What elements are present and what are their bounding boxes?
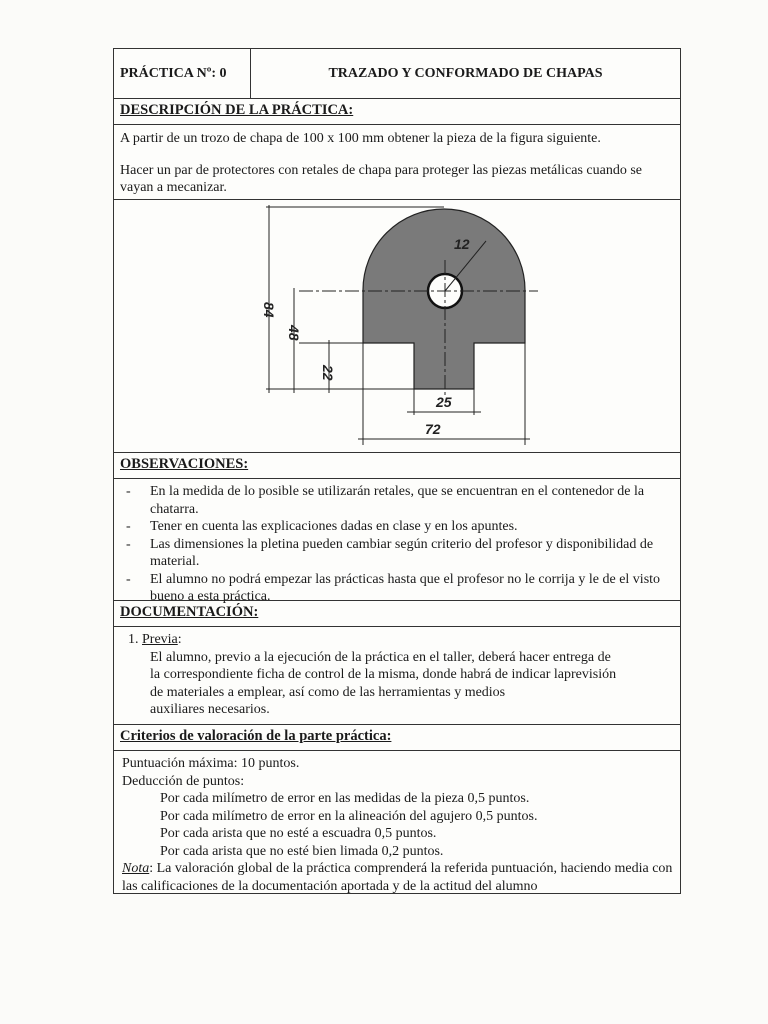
observations-list bbox=[120, 483, 674, 606]
practice-title: TRAZADO Y CONFORMADO DE CHAPAS bbox=[328, 65, 603, 81]
documentation-line-1: El alumno, previo a la ejecución de la práctica en el taller, deberá hacer entrega de bbox=[150, 649, 611, 665]
description-body bbox=[114, 125, 680, 200]
description-paragraph-2: Hacer un par de protectores con retales de chapa para proteger las piezas metálicas cuando se vayan a mecanizar. bbox=[120, 162, 643, 195]
dim-label-25: 25 bbox=[436, 394, 452, 410]
note-label: Nota bbox=[122, 861, 150, 876]
title-row bbox=[114, 49, 680, 99]
list-item: - Tener en cuenta las explicaciones dadas en clase y en los apuntes. bbox=[120, 518, 674, 536]
dim-label-22: 22 bbox=[320, 365, 336, 381]
documentation-line-3: de materiales a emplear, así como de las herramientas y medios bbox=[150, 684, 506, 700]
list-item: - Las dimensiones la pletina pueden cambiar según criterio del profesor y disponibilidad de material. bbox=[120, 536, 674, 571]
documentation-line-4: auxiliares necesarios. bbox=[150, 702, 270, 717]
practice-number: PRÁCTICA Nº: 0 bbox=[114, 49, 251, 98]
list-item: - En la medida de lo posible se utilizarán retales, que se encuentran en el contenedor de la chatarra. bbox=[120, 483, 674, 518]
deduction-item: Por cada arista que no esté bien limada 0,2 puntos. bbox=[160, 843, 444, 859]
documentation-item-colon: : bbox=[177, 632, 182, 647]
technical-drawing bbox=[114, 200, 680, 453]
list-item: - El alumno no podrá empezar las prácticas hasta que el profesor no le corrija y le de el visto bueno a esta práctica. bbox=[120, 571, 674, 606]
practice-sheet bbox=[113, 48, 681, 894]
documentation-item-label: Previa bbox=[142, 632, 178, 647]
deduction-item: Por cada milímetro de error en las medidas de la pieza 0,5 puntos. bbox=[160, 791, 530, 806]
documentation-body bbox=[114, 627, 680, 725]
documentation-heading: DOCUMENTACIÓN: bbox=[114, 601, 680, 627]
deduction-item: Por cada arista que no esté a escuadra 0,5 puntos. bbox=[160, 826, 437, 841]
dim-label-radius: 12 bbox=[454, 236, 470, 252]
observations-heading: OBSERVACIONES: bbox=[114, 453, 680, 479]
dim-label-72: 72 bbox=[425, 421, 441, 437]
description-paragraph-1: A partir de un trozo de chapa de 100 x 100 mm obtener la pieza de la figura siguiente. bbox=[120, 131, 601, 146]
documentation-line-2: la correspondiente ficha de control de la misma, donde habrá de indicar laprevisión bbox=[150, 667, 617, 682]
criteria-max-score: Puntuación máxima: 10 puntos. bbox=[122, 756, 300, 771]
criteria-note bbox=[122, 860, 674, 895]
dim-label-48: 48 bbox=[286, 325, 302, 341]
dim-label-84: 84 bbox=[261, 302, 277, 318]
description-heading: DESCRIPCIÓN DE LA PRÁCTICA: bbox=[114, 99, 680, 125]
observations-body bbox=[114, 479, 680, 604]
criteria-deductions-label: Deducción de puntos: bbox=[122, 773, 245, 789]
documentation-item-title bbox=[120, 631, 674, 649]
part-drawing-svg bbox=[114, 200, 680, 453]
criteria-body bbox=[114, 751, 680, 893]
deduction-item: Por cada milímetro de error en la alineación del agujero 0,5 puntos. bbox=[160, 808, 538, 824]
note-text: : La valoración global de la práctica comprenderá la referida puntuación, haciendo media con las calificaciones de la documentación aportada y de la actitud del alumno bbox=[122, 861, 673, 894]
criteria-heading: Criterios de valoración de la parte práctica: bbox=[114, 725, 680, 751]
documentation-item-number: 1. bbox=[128, 632, 139, 647]
